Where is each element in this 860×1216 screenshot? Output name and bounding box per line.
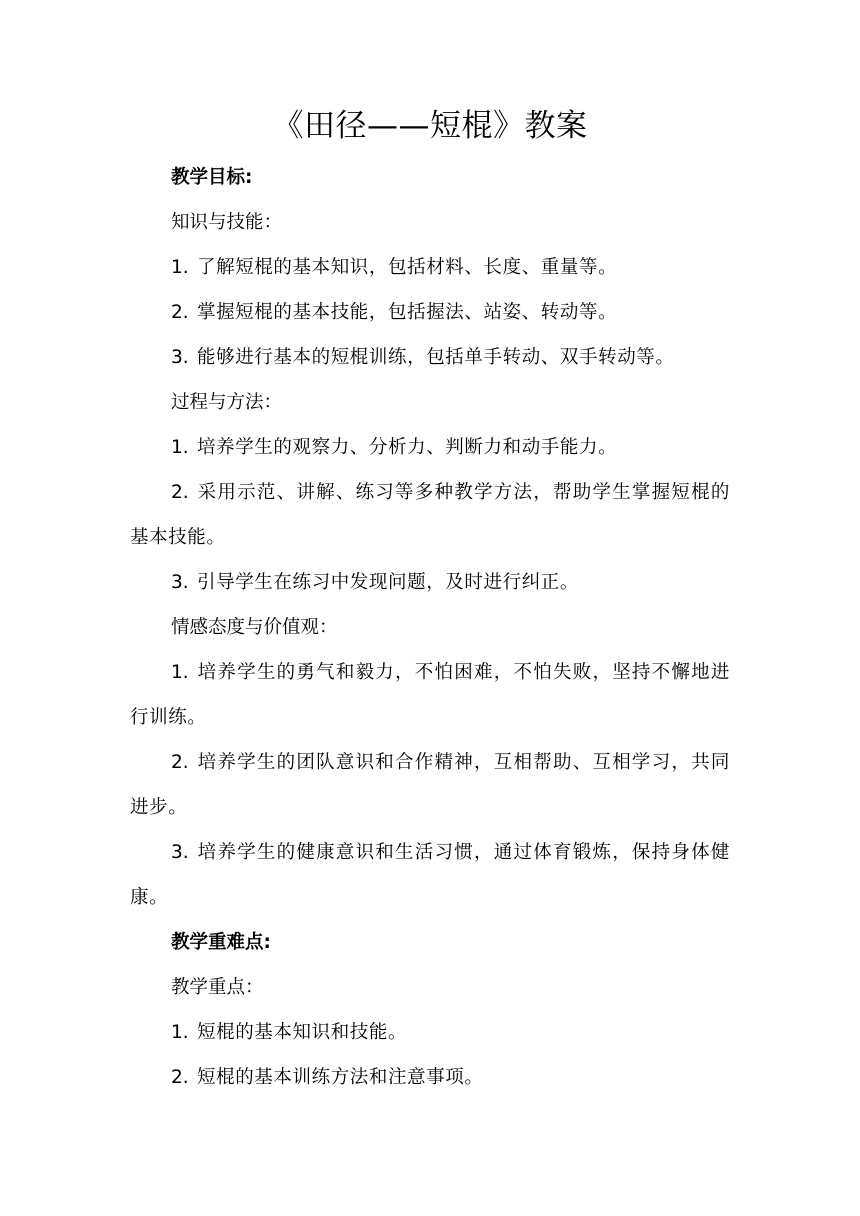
list-item [130, 1055, 730, 1100]
item-number: 2. [171, 482, 189, 503]
list-item [130, 290, 730, 335]
list-item [130, 560, 730, 605]
item-number: 2. [171, 1067, 189, 1088]
item-number: 3. [171, 347, 189, 368]
item-text: 培养学生的观察力、分析力、判断力和动手能力。 [197, 437, 618, 458]
document-body [130, 155, 730, 1100]
item-number: 3. [171, 842, 189, 863]
list-item [130, 335, 730, 380]
list-item [130, 470, 730, 560]
subheading-emotion: 情感态度与价值观： [171, 617, 338, 638]
item-number: 3. [171, 572, 189, 593]
list-item [130, 650, 730, 740]
item-text: 培养学生的健康意识和生活习惯，通过体育锻炼，保持身体健康。 [130, 842, 730, 908]
item-number: 2. [171, 302, 189, 323]
item-number: 2. [171, 752, 189, 773]
item-text: 短棍的基本知识和技能。 [197, 1022, 408, 1043]
list-item [130, 245, 730, 290]
item-number: 1. [171, 662, 189, 683]
subheading-process: 过程与方法： [171, 392, 283, 413]
section-heading-objectives: 教学目标: [171, 167, 253, 188]
list-item [130, 830, 730, 920]
section-heading-key-points: 教学重难点: [171, 932, 271, 953]
item-text: 引导学生在练习中发现问题，及时进行纠正。 [197, 572, 580, 593]
item-text: 掌握短棍的基本技能，包括握法、站姿、转动等。 [197, 302, 618, 323]
item-text: 短棍的基本训练方法和注意事项。 [197, 1067, 484, 1088]
item-text: 能够进行基本的短棍训练，包括单手转动、双手转动等。 [197, 347, 675, 368]
list-item [130, 425, 730, 470]
item-text: 了解短棍的基本知识，包括材料、长度、重量等。 [197, 257, 618, 278]
item-number: 1. [171, 1022, 189, 1043]
item-text: 培养学生的勇气和毅力，不怕困难，不怕失败，坚持不懈地进行训练。 [130, 662, 730, 728]
list-item [130, 740, 730, 830]
item-number: 1. [171, 437, 189, 458]
document-title: 《田径——短棍》教案 [272, 108, 588, 144]
list-item [130, 1010, 730, 1055]
subheading-knowledge: 知识与技能： [171, 212, 283, 233]
item-number: 1. [171, 257, 189, 278]
item-text: 培养学生的团队意识和合作精神，互相帮助、互相学习，共同进步。 [130, 752, 730, 818]
item-text: 采用示范、讲解、练习等多种教学方法，帮助学生掌握短棍的基本技能。 [130, 482, 730, 548]
subheading-focus: 教学重点： [171, 977, 264, 998]
